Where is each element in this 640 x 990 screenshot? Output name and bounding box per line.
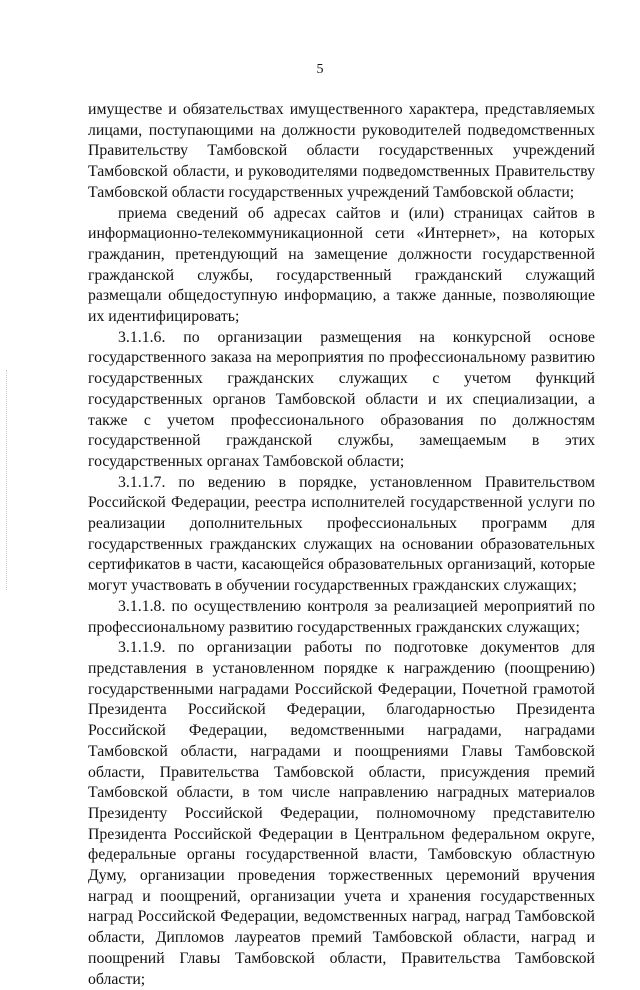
document-body	[88, 100, 595, 990]
page-number: 5	[316, 62, 324, 77]
paragraph-website-info: приема сведений об адресах сайтов и (или) страницах сайтов в информационно-телекоммуникационной сети «Интернет», на которых гражданин, претендующий на замещение должности государственной гражданской службы, государственный гражданский служащий размещали общедоступную информацию, а также данные, позволяющие их идентифицировать;	[88, 204, 595, 326]
paragraph-3-1-1-9: 3.1.1.9. по организации работы по подготовке документов для представления в установленном порядке к награждению (поощрению) государственными наградами Российской Федерации, Почетной грамотой Президента Российской Федерации, благодарностью Президента Российской Федерации, ведомственными наградами, наградами Тамбовской области, наградами и поощрениями Главы Тамбовской области, Правительства Тамбовской области, присуждения премий Тамбовской области, в том числе направлению наградных материалов Президенту Российской Федерации, полномочному представителю Президента Российской Федерации в Центральном федеральном округе, федеральные органы государственной власти, Тамбовскую областную Думу, организации проведения торжественных церемоний вручения наград и поощрений, организации учета и хранения государственных наград Российской Федерации, ведомственных наград, наград Тамбовской области, Дипломов лауреатов премий Тамбовской области, наград и поощрений Главы Тамбовской области, Правительства Тамбовской области;	[88, 639, 595, 988]
paragraph-intro-continuation: имуществе и обязательствах имущественного характера, представляемых лицами, поступающими на должности руководителей подведомственных Правительству Тамбовской области государственных учреждений Тамбовской области, и руководителями подведомственных Правительству Тамбовской области государственных учреждений Тамбовской области;	[88, 101, 595, 201]
paragraph-3-1-1-6: 3.1.1.6. по организации размещения на конкурсной основе государственного заказа на мероприятия по профессиональному развитию государственных гражданских служащих с учетом функций государственных органов Тамбовской области и их специализации, а также с учетом профессионального образования по должностям государственной гражданской службы, замещаемым в этих государственных органах Тамбовской области;	[88, 328, 595, 470]
paragraph-3-1-1-8: 3.1.1.8. по осуществлению контроля за реализацией мероприятий по профессиональному развитию государственных гражданских служащих;	[88, 597, 595, 636]
margin-scan-artifact	[6, 370, 8, 590]
paragraph-3-1-1-7: 3.1.1.7. по ведению в порядке, установленном Правительством Российской Федерации, реестра исполнителей государственной услуги по реализации дополнительных профессиональных программ для государственных гражданских служащих на основании образовательных сертификатов в части, касающейся образовательных организаций, которые могут участвовать в обучении государственных гражданских служащих;	[88, 473, 595, 595]
